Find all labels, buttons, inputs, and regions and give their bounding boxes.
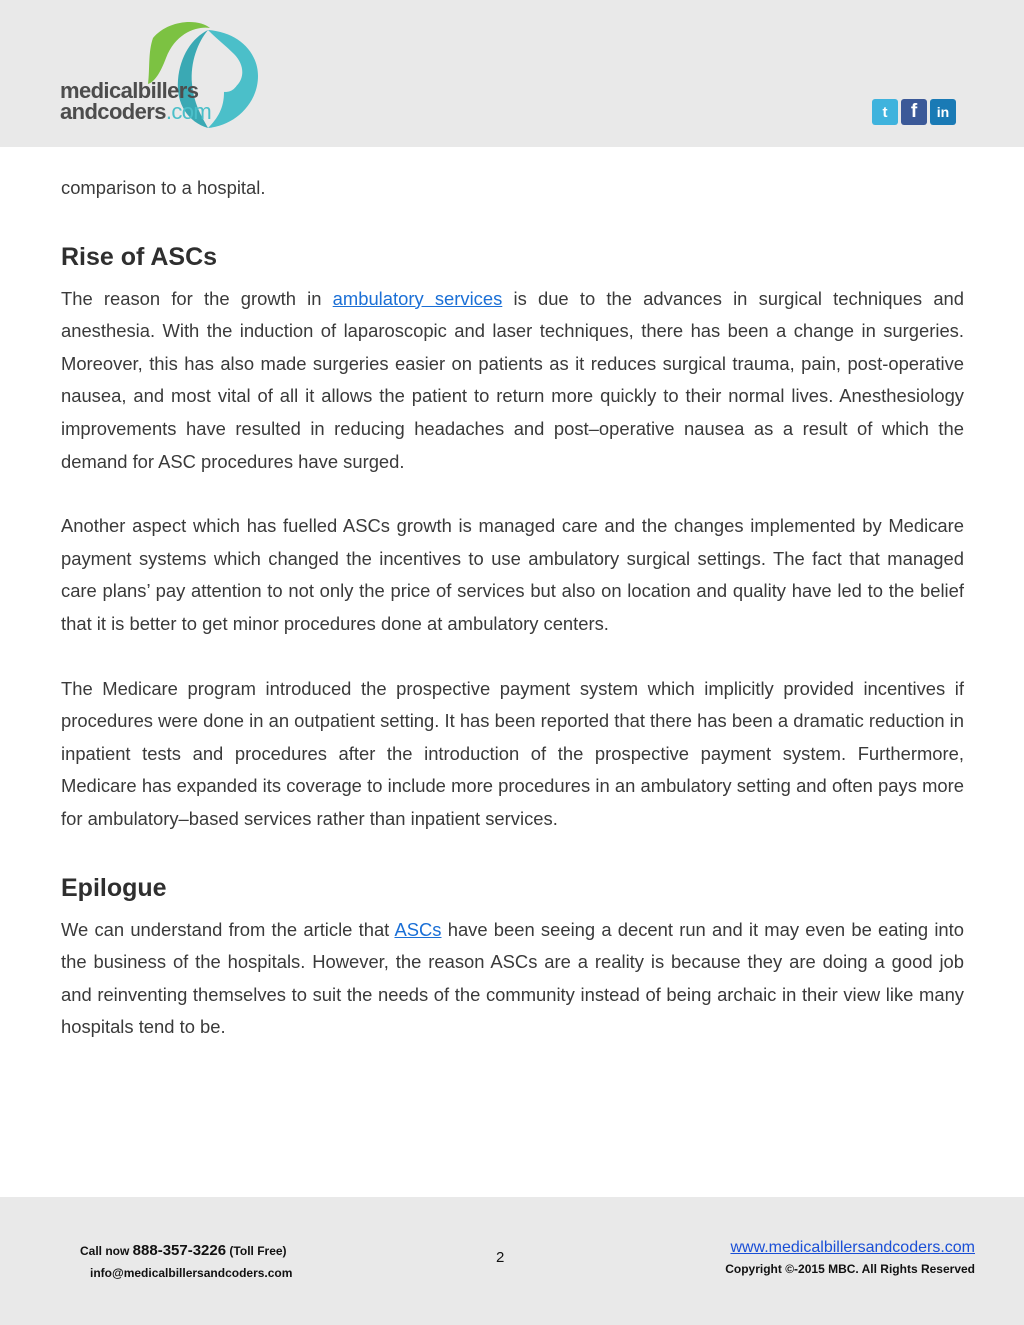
- facebook-icon[interactable]: f: [901, 99, 927, 125]
- ascs-link[interactable]: ASCs: [394, 918, 442, 940]
- paragraph-text: is due to the advances in surgical techniques and anesthesia. With the induction of laparoscopic and laser techniques, there has been a change in surgeries. Moreover, this has also made surgeries easier on patients as it reduces surgical trauma, pain, post-operative nausea, and most vital of all it allows the patient to return more quickly to their normal lives. Anesthesiology improvements have resulted in reducing headaches and post–operative nausea as a result of which the demand for ASC procedures have surged.: [61, 287, 965, 472]
- paragraph: The Medicare program introduced the prospective payment system which implicitly provided incentives if procedures were done in an outpatient setting. It has been reported that there has been a dramatic reduction in inpatient tests and procedures after the introduction of the prospective payment system. Furthermore, Medicare has expanded its coverage to include more procedures in an ambulatory setting and often pays more for ambulatory–based services rather than inpatient services.: [61, 677, 964, 829]
- phone-number[interactable]: 888-357-3226: [132, 1242, 227, 1259]
- twitter-icon[interactable]: t: [872, 99, 898, 125]
- paragraph: Another aspect which has fuelled ASCs growth is managed care and the changes implemented by Medicare payment systems which changed the incentives to use ambulatory surgical settings. The fact that managed care plans’ pay attention to not only the price of services but also on location and quality have led to the belief that it is better to get minor procedures done at ambulatory centers.: [61, 515, 964, 634]
- company-logo[interactable]: [58, 18, 298, 133]
- section-heading-rise-of-ascs: Rise of ASCs: [61, 242, 218, 271]
- copyright-text: Copyright ©-2015 MBC. All Rights Reserved: [725, 1262, 975, 1276]
- paragraph-text: We can understand from the article that: [61, 918, 395, 940]
- linkedin-icon[interactable]: in: [930, 99, 956, 125]
- toll-free-label: (Toll Free): [226, 1244, 287, 1258]
- paragraph-text: have been seeing a decent run and it may even be eating into the business of the hospitals. However, the reason ASCs are a reality is because they are doing a good job and reinventing themselves to suit the needs of the community instead of being archaic in their view like many hospitals tend to be.: [61, 918, 964, 1038]
- article-body: [61, 172, 964, 1044]
- logo-text-andcoders: andcoders: [60, 99, 166, 124]
- logo-text-com: .com: [165, 99, 212, 124]
- ambulatory-services-link[interactable]: ambulatory services: [332, 287, 503, 309]
- logo-text-line1: medicalbillers: [60, 78, 199, 103]
- page-number: 2: [496, 1249, 505, 1266]
- logo-text-line2: [60, 101, 211, 122]
- website-link[interactable]: www.medicalbillersandcoders.com: [730, 1239, 975, 1256]
- email-address[interactable]: info@medicalbillersandcoders.com: [90, 1266, 293, 1280]
- paragraph: [61, 914, 964, 1044]
- footer-right: [725, 1237, 975, 1280]
- section-heading-epilogue: Epilogue: [61, 873, 167, 902]
- page-footer: [0, 1197, 1024, 1325]
- intro-paragraph: comparison to a hospital.: [61, 177, 266, 198]
- paragraph-text: The reason for the growth in: [61, 287, 333, 309]
- logo-wordmark: [60, 80, 211, 122]
- social-links: [872, 99, 956, 125]
- paragraph: [61, 283, 964, 479]
- page-header: [0, 0, 1024, 147]
- call-label: Call now: [80, 1244, 133, 1258]
- contact-info: [80, 1240, 292, 1284]
